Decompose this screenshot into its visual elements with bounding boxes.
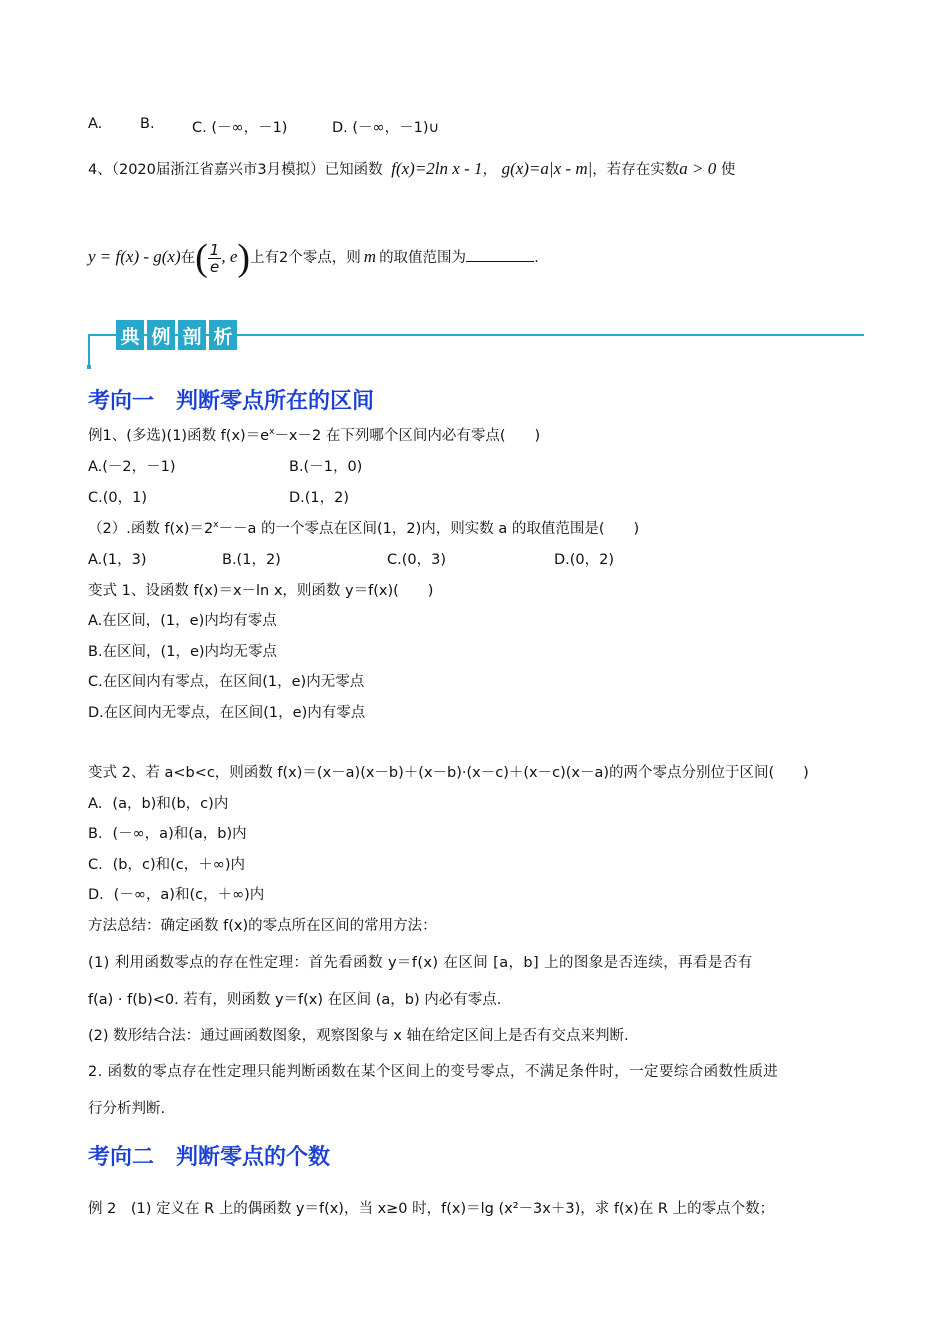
q4-comma: ， [482, 162, 497, 178]
q4-tail-2: 的取值范围为 [379, 250, 467, 266]
q4-line-1 [88, 158, 735, 179]
q3-option-d[interactable]: D. (－∞，－1)∪ [332, 120, 440, 136]
ex1-option-c[interactable]: C.(0，1) [88, 490, 147, 506]
var2-option-a[interactable]: A．(a，b)和(b，c)内 [88, 796, 229, 812]
ex1-stem [88, 424, 540, 445]
ex1-part2-head: （2）.函数 f(x)＝2 [88, 521, 214, 537]
ex1-part2-option-b[interactable]: B.(1，2) [222, 552, 281, 568]
var2-option-d[interactable]: D．(－∞，a)和(c，＋∞)内 [88, 887, 265, 903]
method-p1-line1: (1) 利用函数零点的存在性定理：首先看函数 y＝f(x) 在区间 [a，b] 上的图象是否连续，再看是否有 [88, 955, 753, 971]
q4-use: 使 [720, 162, 736, 178]
fraction-denominator: e [209, 257, 220, 276]
fraction-numerator: 1 [209, 240, 220, 259]
q4-f-def: f(x)=2ln x - 1 [391, 159, 483, 178]
q4-tail-1: 上有2个零点，则 [250, 250, 361, 266]
ex2-stem: 例 2 (1) 定义在 R 上的偶函数 y＝f(x)，当 x≥0 时，f(x)＝lg (x²－3x＋3)，求 f(x)在 R 上的零点个数； [88, 1201, 775, 1217]
interval-fraction [208, 242, 222, 275]
method-p1-line2: f(a) · f(b)<0. 若有，则函数 y＝f(x) 在区间 (a，b) 内必有零点. [88, 992, 502, 1008]
section-banner [88, 318, 864, 370]
var2-option-b[interactable]: B．(－∞，a)和(a，b)内 [88, 826, 247, 842]
answer-blank[interactable] [466, 247, 534, 262]
var2-option-c[interactable]: C．(b，c)和(c，＋∞)内 [88, 857, 245, 873]
q4-mid: ，若存在实数 [592, 162, 680, 178]
method-p3-line2: 行分析判断. [88, 1101, 166, 1117]
ex1-part2-stem [88, 517, 639, 538]
ex1-part2-option-c[interactable]: C.(0，3) [387, 552, 446, 568]
var2-stem: 变式 2、若 a<b<c，则函数 f(x)＝(x－a)(x－b)＋(x－b)·(x－c)＋(x－c)(x－a)的两个零点分别位于区间( ) [88, 765, 809, 781]
right-paren: ) [237, 237, 251, 279]
interval-right: e [229, 247, 238, 266]
q4-number: 4、 [88, 162, 112, 178]
section2-title: 考向二 判断零点的个数 [88, 1145, 331, 1170]
ex1-option-d[interactable]: D.(1，2) [289, 490, 350, 506]
banner-char-4: 析 [209, 320, 237, 350]
method-p2: (2) 数形结合法：通过画函数图象，观察图象与 x 轴在给定区间上是否有交点来判断. [88, 1028, 629, 1044]
q4-cond: a > 0 [679, 159, 717, 178]
var1-option-d[interactable]: D.在区间内无零点，在区间(1，e)内有零点 [88, 705, 366, 721]
section1-title: 考向一 判断零点所在的区间 [88, 389, 375, 414]
ex1-stem-tail: －x－2 在下列哪个区间内必有零点( ) [274, 428, 541, 444]
var1-option-b[interactable]: B.在区间，(1，e)内均无零点 [88, 644, 278, 660]
method-title: 方法总结：确定函数 f(x)的零点所在区间的常用方法： [88, 918, 437, 934]
left-paren: ( [195, 237, 208, 279]
banner-char-3: 剖 [178, 320, 206, 350]
banner-char-2: 例 [147, 320, 175, 350]
ex1-part2-option-a[interactable]: A.(1，3) [88, 552, 147, 568]
banner-rule-left [88, 334, 114, 336]
ex1-option-a[interactable]: A.(－2，－1) [88, 459, 176, 475]
ex1-part2-option-d[interactable]: D.(0，2) [554, 552, 615, 568]
banner-rule-vertical [88, 334, 90, 368]
q3-option-c[interactable]: C. (－∞，－1) [192, 120, 288, 136]
q4-g-def: g(x)=a|x - m| [501, 159, 593, 178]
q4-end: . [534, 250, 539, 266]
q4-m: m [363, 247, 377, 266]
banner-dot [87, 365, 91, 369]
q4-line-2: y = f(x) - g(x)在( $\frac{1}{e}$ , e)上有2个零点，则 m 的取值范围为 . [88, 237, 539, 279]
ex1-stem-sup: x [269, 427, 275, 438]
ex1-part2-sup: x [213, 520, 219, 531]
q3-option-a[interactable]: A. [88, 116, 103, 132]
q4-y-def: y = f(x) - g(x) [88, 247, 181, 266]
var1-stem: 变式 1、设函数 f(x)＝x－ln x，则函数 y＝f(x)( ) [88, 583, 434, 599]
banner-title [116, 320, 237, 350]
banner-char-1: 典 [116, 320, 144, 350]
ex1-option-b[interactable]: B.(－1，0) [289, 459, 363, 475]
method-p3-line1: 2. 函数的零点存在性定理只能判断函数在某个区间上的变号零点，不满足条件时，一定要综合函数性质进 [88, 1064, 779, 1080]
ex1-stem-head: 例1、(多选)(1)函数 f(x)＝e [88, 428, 270, 444]
var1-option-c[interactable]: C.在区间内有零点，在区间(1，e)内无零点 [88, 674, 365, 690]
q4-in: 在 [180, 250, 196, 266]
var1-option-a[interactable]: A.在区间，(1，e)内均有零点 [88, 613, 277, 629]
ex1-part2-tail: －－a 的一个零点在区间(1，2)内，则实数 a 的取值范围是( ) [218, 521, 640, 537]
q4-source: （2020届浙江省嘉兴市3月模拟）已知函数 [111, 162, 383, 178]
q3-option-b[interactable]: B. [140, 116, 155, 132]
